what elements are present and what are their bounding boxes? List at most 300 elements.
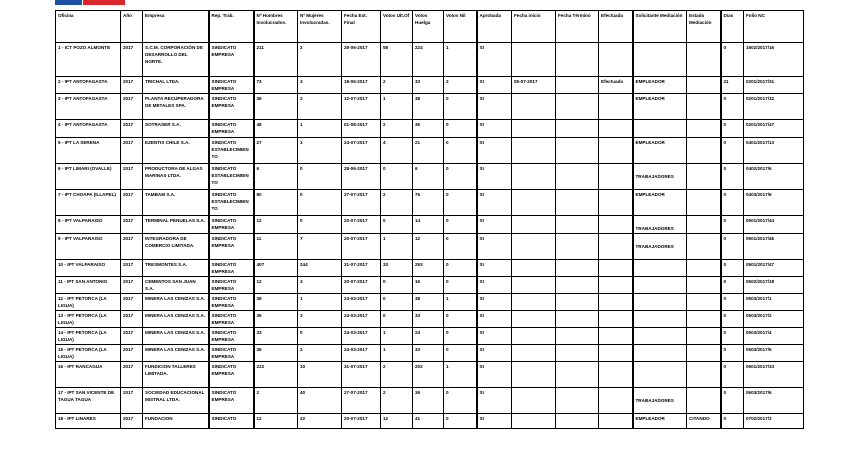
cell-fecha-termino — [556, 277, 599, 294]
cell-text: 22 — [300, 416, 306, 421]
cell-fecha-ext — [342, 311, 381, 328]
cell-estado-mediacion — [687, 362, 721, 388]
cell-text: 33 — [415, 79, 421, 84]
cell-fecha-ext — [342, 138, 381, 164]
cell-fecha-termino — [556, 216, 599, 234]
cell-text: 6 — [256, 166, 260, 171]
cell-aprobada — [477, 138, 512, 164]
cell-text: SI — [479, 236, 484, 241]
cell-text: 38 — [415, 96, 421, 101]
cell-estado-mediacion — [687, 94, 721, 120]
cell-votos-huelga — [413, 414, 444, 429]
cell-text: 6 - IPT LIMARI (OVALLE) — [58, 166, 112, 171]
cell-ano — [121, 164, 143, 190]
cell-ano — [121, 260, 143, 277]
cell-fecha-inicio — [512, 328, 556, 345]
cell-oficina — [56, 294, 121, 311]
cell-fecha-ext — [342, 362, 381, 388]
cell-fecha-termino — [556, 414, 599, 429]
cell-rep-trab — [209, 311, 254, 328]
cell-text: S.C.M. CORPORACIÓN DE DESARROLLO DEL NORTE. — [145, 45, 203, 64]
cell-votos-ult-of — [381, 388, 413, 414]
cell-text: 0 — [446, 390, 449, 395]
cell-text: 33 — [383, 262, 389, 267]
cell-ano — [121, 345, 143, 362]
cell-aprobada — [477, 294, 512, 311]
cell-fecha-termino — [556, 120, 599, 138]
cell-solicitante-mediacion — [633, 43, 687, 77]
cell-n-hombres — [254, 43, 298, 77]
cell-solicitante-mediacion — [633, 345, 687, 362]
cell-votos-nil — [444, 277, 477, 294]
cell-estado-mediacion — [687, 345, 721, 362]
cell-rep-trab — [209, 43, 254, 77]
cell-aprobada — [477, 362, 512, 388]
cell-aprobada — [477, 388, 512, 414]
cell-estado-mediacion — [687, 277, 721, 294]
cell-estado-mediacion — [687, 164, 721, 190]
cell-text: 0503/2017/5 — [746, 347, 772, 352]
cell-rep-trab — [209, 277, 254, 294]
cell-n-mujeres — [298, 277, 342, 294]
cell-dias — [721, 345, 744, 362]
cell-text: 0 — [446, 236, 449, 241]
cell-text: 38 — [415, 296, 421, 301]
table-row — [56, 362, 804, 388]
cell-rep-trab — [209, 120, 254, 138]
strikes-table — [55, 10, 804, 429]
cell-oficina — [56, 164, 121, 190]
cell-votos-huelga — [413, 138, 444, 164]
cell-empresa — [143, 260, 209, 277]
cell-text: 5 - IPT LA SERENA — [58, 140, 100, 145]
cell-text: 0 — [446, 140, 449, 145]
cell-fecha-inicio — [512, 120, 556, 138]
cell-efectuada — [599, 362, 633, 388]
cell-votos-huelga — [413, 260, 444, 277]
cell-text: 13 - IPT PETORCA (LA LIGUA) — [58, 313, 107, 325]
column-header-folio-nc: Folio NC — [744, 11, 804, 43]
cell-votos-huelga — [413, 294, 444, 311]
cell-n-mujeres — [298, 43, 342, 77]
cell-text: 1 — [383, 96, 386, 101]
cell-oficina — [56, 138, 121, 164]
cell-text: 12 — [415, 236, 421, 241]
cell-votos-nil — [444, 328, 477, 345]
cell-fecha-ext — [342, 120, 381, 138]
cell-text: 0 — [446, 347, 449, 352]
cell-rep-trab — [209, 216, 254, 234]
cell-votos-ult-of — [381, 190, 413, 216]
cell-n-mujeres — [298, 294, 342, 311]
cell-fecha-inicio — [512, 414, 556, 429]
cell-efectuada — [599, 345, 633, 362]
cell-text: 1 — [300, 140, 303, 145]
cell-dias — [721, 362, 744, 388]
cell-votos-nil — [444, 77, 477, 94]
cell-votos-nil — [444, 260, 477, 277]
cell-text: 0 — [383, 218, 386, 223]
table-row — [56, 77, 804, 94]
cell-n-hombres — [254, 234, 298, 260]
cell-text: TRABAJADORES — [635, 174, 674, 179]
cell-text: SINDICATO EMPRESA — [211, 262, 237, 274]
cell-text: EZENTIS CHILE S.A. — [145, 140, 190, 145]
cell-text: SI — [479, 45, 484, 50]
cell-fecha-termino — [556, 311, 599, 328]
table-row — [56, 328, 804, 345]
cell-text: 27 — [256, 140, 262, 145]
cell-n-mujeres — [298, 190, 342, 216]
cell-solicitante-mediacion — [633, 164, 687, 190]
cell-text: EMPLEADOR — [635, 192, 665, 197]
column-header-fecha-termino: Fecha Término — [556, 11, 599, 43]
cell-aprobada — [477, 43, 512, 77]
table-row — [56, 120, 804, 138]
table-row — [56, 277, 804, 294]
cell-dias — [721, 414, 744, 429]
cell-text: 1 — [383, 330, 386, 335]
cell-text: INTEGRADORA DE COMERCIO LIMITADA. — [145, 236, 195, 248]
cell-text: 0201/2017/47 — [746, 122, 775, 127]
cell-dias — [721, 190, 744, 216]
cell-text: 31-07-2017 — [344, 364, 368, 369]
cell-text: 0601/2017/33 — [746, 364, 775, 369]
cell-text: SINDICATO — [211, 416, 237, 421]
cell-text: 2017 — [123, 347, 134, 352]
cell-text: 0 — [446, 218, 449, 223]
cell-text: 2 — [383, 192, 386, 197]
cell-fecha-termino — [556, 234, 599, 260]
column-header-votos-nil: Votos Nil — [444, 11, 477, 43]
cell-text: 2017 — [123, 218, 134, 223]
cell-votos-ult-of — [381, 120, 413, 138]
cell-fecha-ext — [342, 388, 381, 414]
cell-text: 76 — [415, 192, 421, 197]
cell-text: 211 — [256, 45, 264, 50]
cell-text: 36 — [256, 347, 262, 352]
cell-rep-trab — [209, 77, 254, 94]
cell-votos-ult-of — [381, 43, 413, 77]
cell-votos-huelga — [413, 388, 444, 414]
cell-oficina — [56, 345, 121, 362]
cell-empresa — [143, 345, 209, 362]
cell-fecha-termino — [556, 345, 599, 362]
cell-votos-huelga — [413, 328, 444, 345]
column-header-rep-trab: Rep. Trab. — [209, 11, 254, 43]
cell-fecha-ext — [342, 94, 381, 120]
cell-text: 20-07-2017 — [344, 416, 368, 421]
cell-folio-nc — [744, 362, 804, 388]
column-header-n-hombres: Nº Hombres Involucrados. — [254, 11, 298, 43]
cell-votos-ult-of — [381, 164, 413, 190]
cell-text: 12 — [256, 218, 262, 223]
cell-text: 24-03-2017 — [344, 330, 368, 335]
cell-text: 1 — [446, 364, 449, 369]
cell-efectuada — [599, 138, 633, 164]
cell-ano — [121, 216, 143, 234]
cell-text: 28-06-2017 — [344, 45, 368, 50]
cell-text: 0 — [723, 330, 727, 335]
cell-estado-mediacion — [687, 234, 721, 260]
cell-ano — [121, 294, 143, 311]
cell-text: 20-07-2017 — [344, 236, 368, 241]
cell-fecha-ext — [342, 77, 381, 94]
cell-solicitante-mediacion — [633, 138, 687, 164]
cell-text: SI — [479, 79, 484, 84]
cell-text: 33 — [256, 330, 262, 335]
cell-votos-ult-of — [381, 260, 413, 277]
cell-n-hombres — [254, 311, 298, 328]
cell-n-mujeres — [298, 138, 342, 164]
cell-n-mujeres — [298, 164, 342, 190]
cell-text: 73 — [256, 79, 262, 84]
cell-estado-mediacion — [687, 388, 721, 414]
cell-folio-nc — [744, 190, 804, 216]
cell-ano — [121, 362, 143, 388]
table-row — [56, 311, 804, 328]
cell-text: 12 — [256, 416, 262, 421]
cell-text: TRICHAL LTDA. — [145, 79, 180, 84]
cell-text: 2 — [300, 45, 303, 50]
cell-text: SI — [479, 166, 484, 171]
cell-aprobada — [477, 234, 512, 260]
column-header-solicitante-mediacion: Solicitante Mediación — [633, 11, 687, 43]
cell-n-mujeres — [298, 414, 342, 429]
cell-fecha-inicio — [512, 294, 556, 311]
cell-text: 2017 — [123, 296, 134, 301]
table-header — [56, 11, 804, 43]
cell-fecha-termino — [556, 328, 599, 345]
cell-n-hombres — [254, 164, 298, 190]
cell-ano — [121, 43, 143, 77]
cell-ano — [121, 138, 143, 164]
cell-text: 0 — [723, 296, 727, 301]
cell-text: EMPLEADOR — [635, 96, 665, 101]
cell-text: 2017 — [123, 236, 134, 241]
cell-text: SI — [479, 313, 484, 318]
cell-votos-nil — [444, 294, 477, 311]
cell-fecha-inicio — [512, 311, 556, 328]
cell-text: 0 — [723, 279, 727, 284]
cell-estado-mediacion — [687, 328, 721, 345]
cell-n-hombres — [254, 345, 298, 362]
cell-solicitante-mediacion — [633, 294, 687, 311]
cell-fecha-termino — [556, 94, 599, 120]
cell-n-mujeres — [298, 345, 342, 362]
cell-text: SI — [479, 390, 484, 395]
cell-votos-nil — [444, 138, 477, 164]
cell-text: SINDICATO EMPRESA — [211, 122, 237, 134]
cell-dias — [721, 311, 744, 328]
cell-text: 8 - IPT VALPARAISO — [58, 218, 103, 223]
cell-text: 20-07-2017 — [344, 279, 368, 284]
cell-text: PRODUCTORA DE ALGAS MARINAS LTDA. — [145, 166, 203, 178]
cell-text: SI — [479, 140, 484, 145]
cell-empresa — [143, 277, 209, 294]
cell-text: 2 — [256, 390, 260, 395]
cell-text: SINDICATO EMPRESA — [211, 313, 237, 325]
cell-text: 1 — [383, 236, 386, 241]
cell-folio-nc — [744, 77, 804, 94]
cell-oficina — [56, 277, 121, 294]
cell-folio-nc — [744, 164, 804, 190]
cell-text: 2017 — [123, 364, 134, 369]
cell-text: 2017 — [123, 192, 134, 197]
cell-text: 40 — [300, 390, 306, 395]
cell-text: 0501/2017/46 — [746, 236, 775, 241]
cell-votos-ult-of — [381, 234, 413, 260]
cell-n-hombres — [254, 216, 298, 234]
cell-text: 0201/2017/31 — [746, 79, 775, 84]
cell-text: 0 — [723, 45, 727, 50]
cell-text: 0 — [723, 218, 727, 223]
cell-votos-ult-of — [381, 216, 413, 234]
cell-text: SI — [479, 279, 484, 284]
cell-empresa — [143, 328, 209, 345]
cell-votos-nil — [444, 164, 477, 190]
cell-votos-huelga — [413, 164, 444, 190]
cell-text: 3 — [300, 79, 303, 84]
cell-votos-nil — [444, 388, 477, 414]
cell-text: 0 — [723, 192, 727, 197]
column-header-efectuada: Efectuada — [599, 11, 633, 43]
cell-aprobada — [477, 77, 512, 94]
column-header-fecha-inicio: Fecha inicio — [512, 11, 556, 43]
cell-aprobada — [477, 216, 512, 234]
table-row — [56, 43, 804, 77]
cell-empresa — [143, 234, 209, 260]
cell-text: 2017 — [123, 279, 134, 284]
cell-text: SI — [479, 416, 484, 421]
cell-votos-ult-of — [381, 414, 413, 429]
cell-text: 0502/2017/18 — [746, 279, 775, 284]
cell-ano — [121, 311, 143, 328]
cell-oficina — [56, 216, 121, 234]
cell-text: 38 — [256, 296, 262, 301]
cell-votos-huelga — [413, 43, 444, 77]
cell-text: 11 — [256, 236, 262, 241]
cell-votos-ult-of — [381, 77, 413, 94]
cell-text: 2 - IPT ANTOFAGASTA — [58, 79, 108, 84]
cell-text: 7 - IPT CHOAPA (ILLAPEL) — [58, 192, 116, 197]
cell-text: CEMENTOS SAN JUAN S.A. — [145, 279, 196, 291]
table-row — [56, 388, 804, 414]
cell-text: 24-07-2017 — [344, 140, 368, 145]
cell-text: Efectuada — [601, 79, 623, 84]
cell-text: 05-07-2017 — [514, 79, 538, 84]
cell-text: 3 — [300, 279, 303, 284]
cell-text: 1 — [300, 122, 303, 127]
cell-dias — [721, 120, 744, 138]
cell-solicitante-mediacion — [633, 260, 687, 277]
cell-text: 3 - IPT ANTOFAGASTA — [58, 96, 108, 101]
cell-text: SI — [479, 330, 484, 335]
cell-n-mujeres — [298, 388, 342, 414]
column-header-dias: Días — [721, 11, 744, 43]
cell-solicitante-mediacion — [633, 94, 687, 120]
cell-text: 0503/2017/2 — [746, 313, 772, 318]
cell-n-mujeres — [298, 216, 342, 234]
cell-solicitante-mediacion — [633, 190, 687, 216]
cell-votos-huelga — [413, 277, 444, 294]
cell-text: 0 — [300, 330, 303, 335]
cell-text: TRABAJADORES — [635, 244, 674, 249]
cell-folio-nc — [744, 414, 804, 429]
cell-fecha-inicio — [512, 43, 556, 77]
cell-solicitante-mediacion — [633, 216, 687, 234]
cell-text: SINDICATO EMPRESA — [211, 79, 237, 91]
cell-dias — [721, 277, 744, 294]
cell-text: 12 - IPT PETORCA (LA LIGUA) — [58, 296, 107, 308]
cell-solicitante-mediacion — [633, 328, 687, 345]
cell-text: 12-07-2017 — [344, 96, 368, 101]
cell-text: 0 — [300, 218, 303, 223]
cell-text: SI — [479, 96, 484, 101]
cell-text: 80 — [256, 192, 262, 197]
cell-fecha-ext — [342, 294, 381, 311]
cell-dias — [721, 138, 744, 164]
cell-text: 2017 — [123, 96, 134, 101]
cell-text: SINDICATO EMPRESA — [211, 390, 237, 402]
cell-text: 1 — [383, 347, 386, 352]
cell-text: 15 - IPT PETORCA (LA LIGUA) — [58, 347, 107, 359]
cell-fecha-termino — [556, 77, 599, 94]
cell-votos-ult-of — [381, 138, 413, 164]
cell-text: 2017 — [123, 122, 134, 127]
cell-fecha-inicio — [512, 77, 556, 94]
cell-ano — [121, 277, 143, 294]
cell-text: EMPLEADOR — [635, 416, 665, 421]
cell-text: 36 — [256, 96, 262, 101]
cell-estado-mediacion — [687, 138, 721, 164]
cell-estado-mediacion — [687, 311, 721, 328]
cell-estado-mediacion — [687, 43, 721, 77]
cell-text: SOCIEDAD EDUCACIONAL MISTRAL LTDA. — [145, 390, 205, 402]
column-header-votos-ult-of: Votos Ult.Of — [381, 11, 413, 43]
cell-text: 0603/2017/6 — [746, 390, 772, 395]
cell-fecha-termino — [556, 362, 599, 388]
cell-efectuada — [599, 234, 633, 260]
cell-text: 12 — [256, 279, 262, 284]
cell-rep-trab — [209, 260, 254, 277]
cell-aprobada — [477, 328, 512, 345]
cell-estado-mediacion — [687, 77, 721, 94]
cell-estado-mediacion — [687, 294, 721, 311]
cell-empresa — [143, 294, 209, 311]
cell-aprobada — [477, 260, 512, 277]
cell-n-mujeres — [298, 234, 342, 260]
cell-votos-nil — [444, 311, 477, 328]
cell-fecha-termino — [556, 43, 599, 77]
cell-efectuada — [599, 43, 633, 77]
cell-text: 0503/2017/1 — [746, 296, 772, 301]
cell-text: EMPLEADOR — [635, 79, 665, 84]
cell-votos-huelga — [413, 345, 444, 362]
cell-efectuada — [599, 94, 633, 120]
cell-n-mujeres — [298, 120, 342, 138]
cell-text: SINDICATO EMPRESA — [211, 218, 237, 230]
cell-text: 0 — [723, 364, 727, 369]
cell-efectuada — [599, 388, 633, 414]
cell-text: 31-07-2017 — [344, 262, 368, 267]
cell-empresa — [143, 216, 209, 234]
cell-efectuada — [599, 216, 633, 234]
cell-text: 0 — [446, 330, 449, 335]
cell-text: SINDICATO ESTABLECIMIENTO — [211, 192, 249, 211]
cell-text: 0 — [446, 192, 449, 197]
cell-text: 224 — [415, 45, 423, 50]
